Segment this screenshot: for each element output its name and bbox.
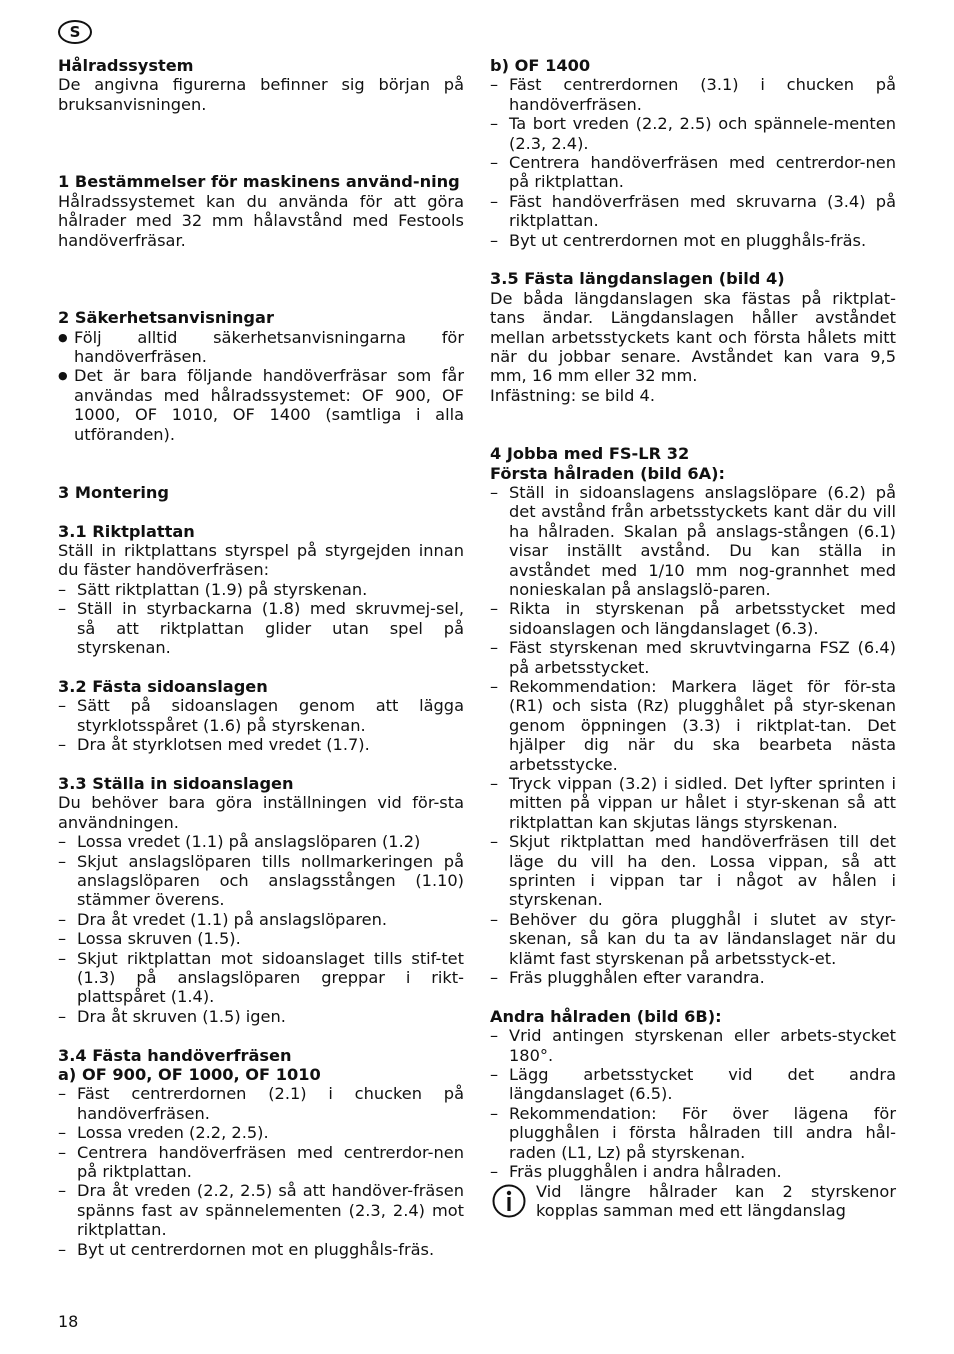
intro-title: Hålradssystem (58, 56, 194, 75)
list-item: – Skjut anslagslöparen tills nollmarkeringen på anslagslöparen och anslagsstången (1.10) stämmer överens. (58, 852, 464, 910)
list-item: – Tryck vippan (3.2) i sidled. Det lyfter sprinten i mitten på vippan ur hålet i styr-skenan så att riktplattan kan skjutas längs styrskenan. (490, 774, 896, 832)
list-item: – Vrid antingen styrskenan eller arbets-stycket 180°. (490, 1026, 896, 1065)
list-item: – Skjut riktplattan mot sidoanslaget tills stif-tet (1.3) på anslagslöparen greppar i rikt-plattspåret (1.4). (58, 949, 464, 1007)
list-item: – Skjut riktplattan med handöverfräsen till det läge du vill ha den. Lossa vippan, så att sprinten i vippan tar i något av hålen i styrskenan. (490, 832, 896, 910)
right-column (490, 56, 896, 1220)
list-item: – Lossa skruven (1.5). (58, 929, 464, 948)
list-item: – Centrera handöverfräsen med centrerdor-nen på riktplattan. (58, 1143, 464, 1182)
list-item: – Ta bort vreden (2.2, 2.5) och spännele-menten (2.3, 2.4). (490, 114, 896, 153)
list-item: – Sätt på sidoanslagen genom att lägga styrklotsspåret (1.6) på styrskenan. (58, 696, 464, 735)
intro-text: De angivna figurerna befinner sig början på bruksanvisningen. (58, 75, 464, 114)
list-item: – Fräs plugghålen efter varandra. (490, 968, 896, 987)
list-item: – Behöver du göra plugghål i slutet av styr-skenan, så kan du ta av ländanslaget när du klämt fast styrskenan på arbetsstyck-et. (490, 910, 896, 968)
list-item: – Dra åt vredet (1.1) på anslagslöparen. (58, 910, 464, 929)
section-2-list (58, 328, 464, 444)
section-3-3-title: 3.3 Ställa in sidoanslagen (58, 773, 294, 793)
list-item: ● Det är bara följande handöverfräsar som får användas med hålradssystemet: OF 900, OF 1000, OF 1010, OF 1400 (samtliga i alla utföranden). (58, 366, 464, 444)
left-column (58, 56, 464, 1259)
list-item: – Rikta in styrskenan på arbetsstycket med sidoanslagen och längdanslaget (6.3). (490, 599, 896, 638)
info-text: Vid längre hålrader kan 2 styrskenor kopplas samman med ett längdanslag (536, 1181, 896, 1220)
list-item: – Lossa vreden (2.2, 2.5). (58, 1123, 464, 1142)
section-3-4-title: 3.4 Fästa handöverfräsen (58, 1045, 292, 1065)
section-3-4a-title: a) OF 900, OF 1000, OF 1010 (58, 1064, 321, 1084)
info-icon (492, 1184, 526, 1218)
section-3-5-text-2: Infästning: se bild 4. (490, 385, 655, 405)
list-item: – Fäst centrerdornen (2.1) i chucken på handöverfräsen. (58, 1084, 464, 1123)
list-item: – Ställ in styrbackarna (1.8) med skruvmej-sel, så att riktplattan glider utan spel på styrskenan. (58, 599, 464, 657)
list-item: – Fäst styrskenan med skruvtvingarna FSZ (6.4) på arbetsstycket. (490, 638, 896, 677)
section-1-text: Hålradssystemet kan du använda för att göra hålrader med 32 mm hålavstånd med Festools handöverfräsar. (58, 191, 464, 250)
section-1-title: 1 Bestämmelser för maskinens använd-ning (58, 172, 460, 192)
section-3-2-title: 3.2 Fästa sidoanslagen (58, 676, 268, 696)
list-item: – Lossa vredet (1.1) på anslagslöparen (1.2) (58, 832, 464, 851)
list-item: – Byt ut centrerdornen mot en plugghåls-fräs. (58, 1240, 464, 1259)
section-3-title: 3 Montering (58, 482, 170, 502)
list-item: – Dra åt vreden (2.2, 2.5) så att handöver-fräsen spänns fast av spännelementen (2.3, 2.4) mot riktplattan. (58, 1181, 464, 1239)
list-item: – Fräs plugghålen i andra hålraden. (490, 1162, 896, 1181)
language-badge: S (58, 20, 92, 44)
section-3-4b-list (490, 75, 896, 250)
section-2-title: 2 Säkerhetsanvisningar (58, 308, 274, 328)
list-item: – Centrera handöverfräsen med centrerdor-nen på riktplattan. (490, 153, 896, 192)
section-3-1-list (58, 580, 464, 658)
page-number: 18 (58, 1312, 79, 1331)
section-3-1-text: Ställ in riktplattans styrspel på styrgejden innan du fäster handöverfräsen: (58, 541, 464, 580)
list-item: – Rekommendation: För över lägena för plugghålen i första hålraden till andra hål-raden (L1, Lz) på styrskenan. (490, 1104, 896, 1162)
section-4-subtitle-1: Första hålraden (bild 6A): (490, 463, 726, 483)
section-3-2-list (58, 696, 464, 754)
list-item: – Lägg arbetsstycket vid det andra längdanslaget (6.5). (490, 1065, 896, 1104)
section-3-5-title: 3.5 Fästa längdanslagen (bild 4) (490, 269, 785, 289)
section-3-4b-title: b) OF 1400 (490, 56, 591, 75)
section-3-1-title: 3.1 Riktplattan (58, 521, 195, 541)
list-item: – Rekommendation: Markera läget för för-sta (R1) och sista (Rz) plugghålet på styr-skenan genom öppningen (3.3) i riktplat-tan. Det hjälper dig när du ska bearbeta nästa arbetsstycke. (490, 677, 896, 774)
info-note (490, 1182, 896, 1221)
list-item: – Fäst centrerdornen (3.1) i chucken på handöverfräsen. (490, 75, 896, 114)
list-item: ● Följ alltid säkerhetsanvisningarna för handöverfräsen. (58, 328, 464, 367)
section-4-subtitle-2: Andra hålraden (bild 6B): (490, 1006, 722, 1026)
section-3-3-list (58, 832, 464, 1026)
list-item: – Byt ut centrerdornen mot en plugghåls-fräs. (490, 231, 896, 250)
list-item: – Dra åt skruven (1.5) igen. (58, 1007, 464, 1026)
section-3-3-text: Du behöver bara göra inställningen vid för-sta användningen. (58, 793, 464, 832)
section-3-4a-list (58, 1084, 464, 1259)
list-item: – Ställ in sidoanslagens anslagslöpare (6.2) på det avstånd från arbetsstyckets kant där du vill ha hålraden. Skalan på anslags-stången (6.1) visar inställt avstånd. Du kan ställa in avståndet med 1/10 mm nog-grannhet med nonieskalan på anslagslö-paren. (490, 483, 896, 599)
section-4-title: 4 Jobba med FS-LR 32 (490, 444, 690, 464)
list-item: – Dra åt styrklotsen med vredet (1.7). (58, 735, 464, 754)
list-item: – Sätt riktplattan (1.9) på styrskenan. (58, 580, 464, 599)
section-4-list-1 (490, 483, 896, 988)
section-4-list-2 (490, 1026, 896, 1181)
section-3-5-text: De båda längdanslagen ska fästas på riktplat-tans ändar. Längdanslagen håller avståndet mellan arbetsstyckets kant och första hålets mitt när du jobbar senare. Avståndet kan vara 9,5 mm, 16 mm eller 32 mm. (490, 288, 896, 386)
list-item: – Fäst handöverfräsen med skruvarna (3.4) på riktplattan. (490, 192, 896, 231)
